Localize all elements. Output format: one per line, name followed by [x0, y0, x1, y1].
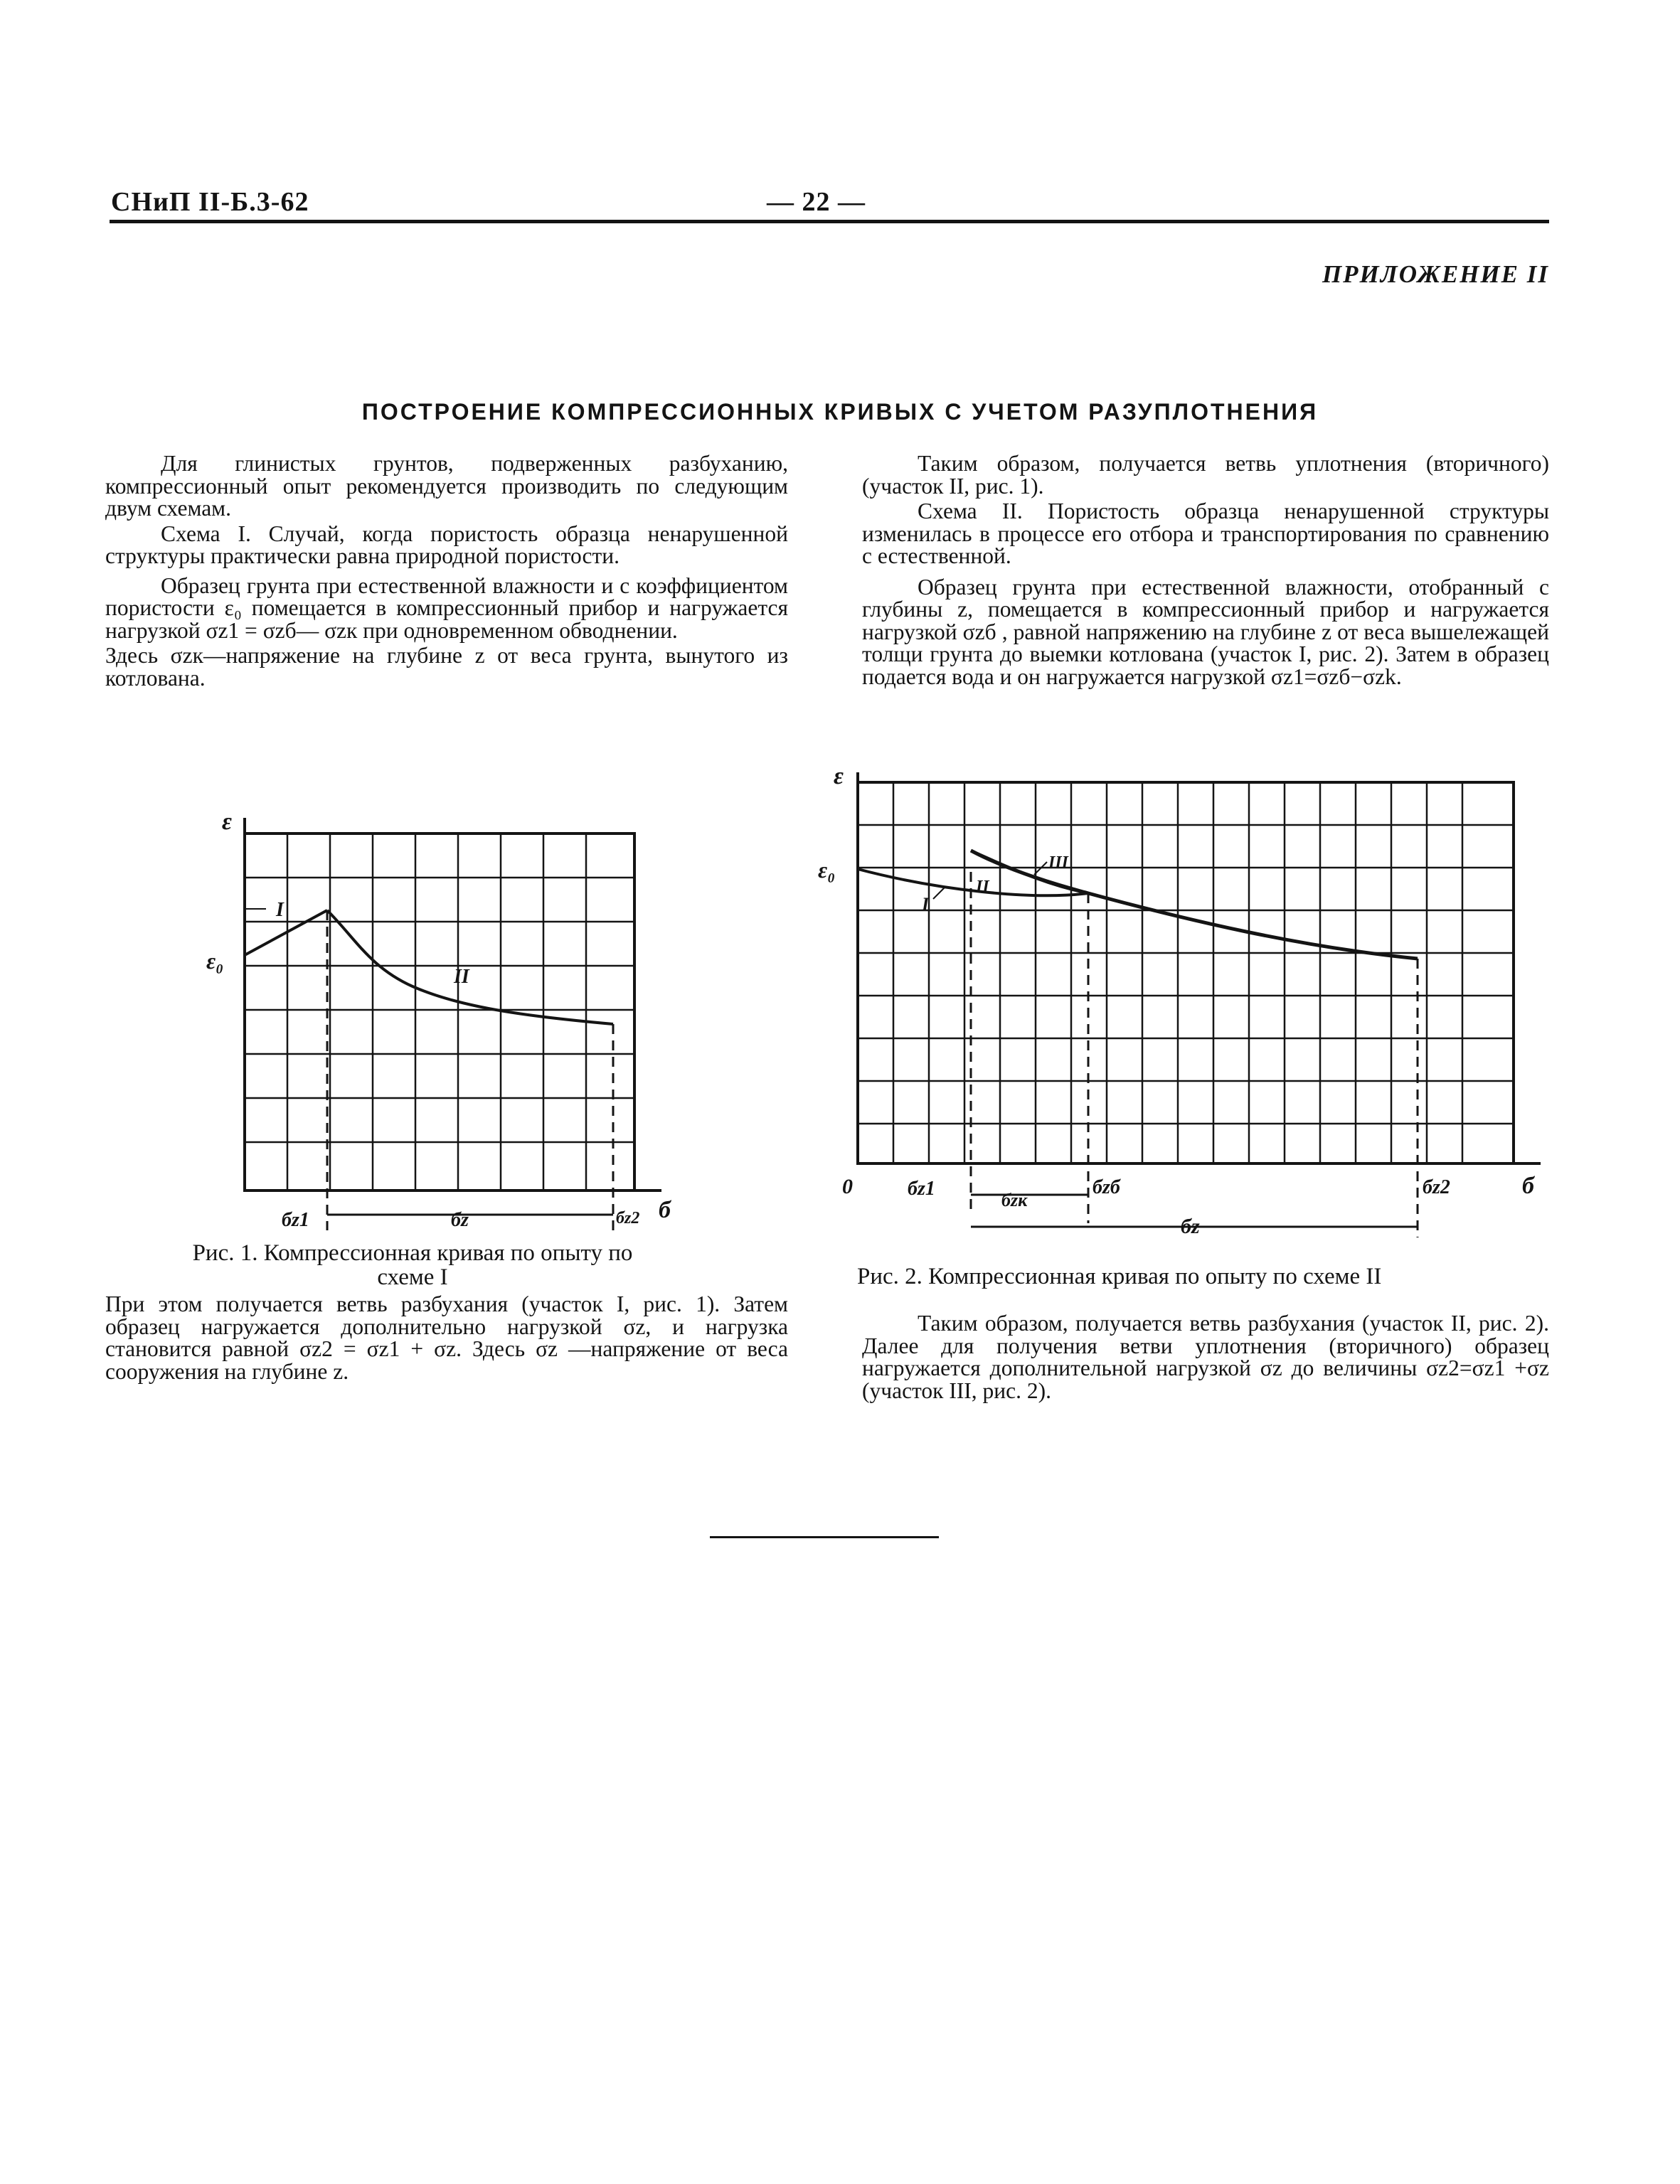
- figure-2-branch-I-leader: [933, 888, 945, 899]
- document-code: СНиП II-Б.3-62: [111, 187, 309, 217]
- figure-2-sz2-label: бz2: [1423, 1176, 1450, 1198]
- figure-2-e0-label: ε₀: [818, 857, 836, 883]
- figure-2-branch-III-label: III: [1048, 853, 1069, 872]
- paragraph: Таким образом, получается ветвь уплотнения (вторичного) (участок II, рис. 1).: [862, 451, 1549, 499]
- right-column-bottom: [862, 1312, 1549, 1402]
- paragraph: Образец грунта при естественной влажности и с коэффициентом пористости ε₀ помещается в компрессионный прибор и нагружается нагрузкой σz1 = σzб— σzк при одновременном обводнении.: [105, 572, 788, 643]
- figure-2: [818, 768, 1551, 1245]
- figure-1-sz2-label: бz2: [616, 1209, 640, 1227]
- figure-1-grid: [245, 833, 634, 1190]
- figure-2-grid: [858, 782, 1514, 1163]
- figure-2-szb-label: бzб: [1092, 1176, 1120, 1198]
- figure-1-branch-I-label: I: [276, 899, 284, 921]
- figure-2-x-label: б: [1522, 1173, 1534, 1199]
- paragraph: Схема I. Случай, когда пористость образца ненарушенной структуры практически равна природной пористости.: [105, 521, 788, 568]
- figure-2-branch-I-label: I: [922, 894, 930, 915]
- figure-2-branch-II-label: II: [976, 878, 989, 896]
- figure-1: [206, 811, 704, 1237]
- footer-rule: [710, 1536, 939, 1538]
- figure-1-caption: Рис. 1. Компрессионная кривая по опыту по схеме I: [192, 1240, 633, 1290]
- page-number: — 22 —: [767, 187, 866, 217]
- figure-1-sz-label: бz: [451, 1209, 469, 1231]
- paragraph: Схема II. Пористость образца ненарушенной структуры изменилась в процессе его отбора и транспортирования по сравнению с естественной.: [862, 499, 1549, 568]
- header-rule: [110, 220, 1549, 223]
- paragraph: Здесь σzк—напряжение на глубине z от веса грунта, вынутого из котлована.: [105, 643, 788, 691]
- figure-1-branch-II: [327, 910, 613, 1024]
- paragraph: Таким образом, получается ветвь разбухания (участок II, рис. 2). Далее для получения ветви уплотнения (вторичного) образец нагружается дополнительной нагрузкой σz до величины σz2=σz1 +σz (участок III, рис. 2).: [862, 1311, 1549, 1403]
- figure-1-x-label: б: [659, 1197, 671, 1223]
- figure-1-branch-I: [245, 910, 327, 955]
- figure-1-e0-label: ε₀: [206, 948, 224, 974]
- figure-2-origin-label: 0: [842, 1175, 853, 1198]
- figure-1-branch-II-label: II: [454, 966, 469, 988]
- paragraph: Образец грунта при естественной влажности, отобранный с глубины z, помещается в компрессионный прибор и нагружается нагрузкой σzб , равной напряжению на глубине z от веса вышележащей толщи грунта до выемки котлована (участок I, рис. 2). Затем в образец подается вода и он нагружается нагрузкой σz1=σzб−σzk.: [862, 574, 1549, 689]
- figure-1-y-label: ε: [222, 811, 232, 835]
- left-column-bottom: [105, 1293, 788, 1383]
- figure-2-sz-label: бz: [1181, 1215, 1200, 1238]
- figure-2-sz1-label: бz1: [908, 1178, 935, 1200]
- figure-1-sz1-label: бz1: [282, 1209, 309, 1231]
- page-title: ПОСТРОЕНИЕ КОМПРЕССИОННЫХ КРИВЫХ С УЧЕТОМ РАЗУПЛОТНЕНИЯ: [361, 399, 1319, 425]
- figure-2-caption: Рис. 2. Компрессионная кривая по опыту по схеме II: [857, 1264, 1382, 1289]
- appendix-label: ПРИЛОЖЕНИЕ II: [1322, 260, 1549, 288]
- paragraph: При этом получается ветвь разбухания (участок I, рис. 1). Затем образец нагружается дополнительно нагрузкой σz, и нагрузка становится равной σz2 = σz1 + σz. Здесь σz —напряжение от веса сооружения на глубине z.: [105, 1291, 788, 1384]
- paragraph: Для глинистых грунтов, подверженных разбуханию, компрессионный опыт рекомендуется производить по следующим двум схемам.: [105, 451, 788, 521]
- left-column-top: [105, 452, 788, 689]
- figure-2-y-label: ε: [834, 768, 844, 789]
- right-column-top: [862, 452, 1549, 688]
- figure-2-szk-label: бzк: [1001, 1190, 1028, 1210]
